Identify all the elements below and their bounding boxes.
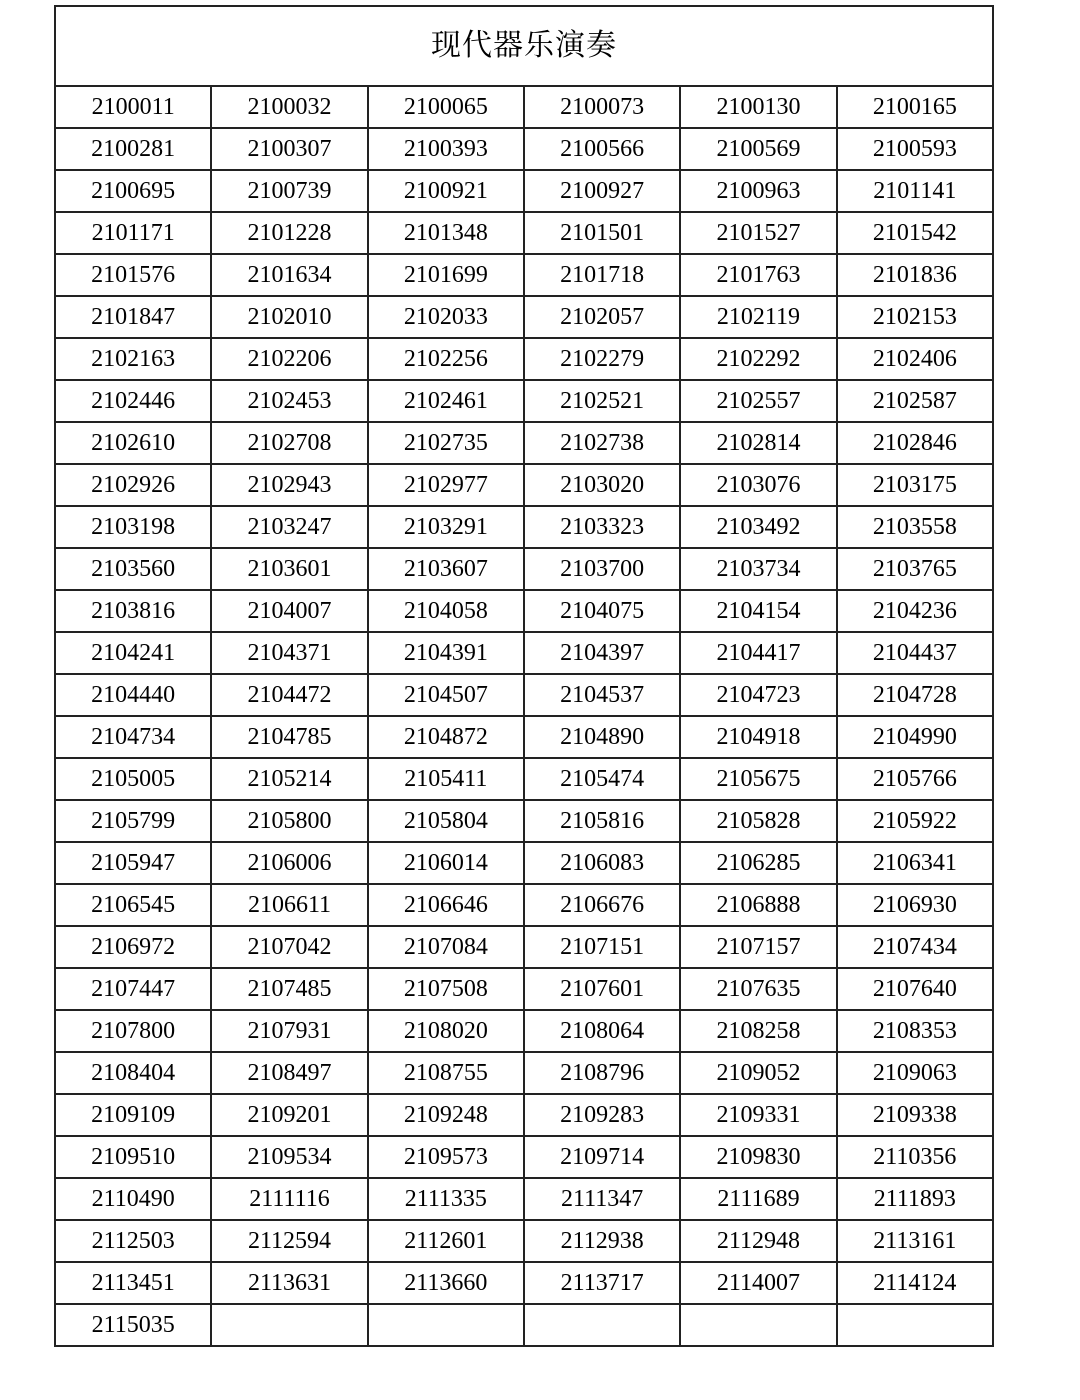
- id-cell: 2104872: [368, 716, 524, 758]
- table-row: [55, 926, 993, 968]
- id-cell: 2109248: [368, 1094, 524, 1136]
- id-cell: 2103816: [55, 590, 211, 632]
- id-cell: 2104537: [524, 674, 680, 716]
- id-cell: 2108404: [55, 1052, 211, 1094]
- id-cell: 2102461: [368, 380, 524, 422]
- id-cell: 2110356: [837, 1136, 993, 1178]
- id-cell: 2102119: [680, 296, 836, 338]
- id-cell: 2101348: [368, 212, 524, 254]
- id-cell: 2105005: [55, 758, 211, 800]
- table-row: [55, 590, 993, 632]
- id-cell: 2111116: [211, 1178, 367, 1220]
- id-cell: 2106646: [368, 884, 524, 926]
- table-row: [55, 548, 993, 590]
- table-row: [55, 1094, 993, 1136]
- table-row: [55, 338, 993, 380]
- id-cell: 2104507: [368, 674, 524, 716]
- id-cell: 2109830: [680, 1136, 836, 1178]
- table-row: [55, 506, 993, 548]
- id-cell: 2102926: [55, 464, 211, 506]
- id-cell: 2100165: [837, 86, 993, 128]
- id-cell: 2105411: [368, 758, 524, 800]
- id-cell: 2111347: [524, 1178, 680, 1220]
- id-cell: 2111335: [368, 1178, 524, 1220]
- id-cell: 2110490: [55, 1178, 211, 1220]
- id-cell: 2104918: [680, 716, 836, 758]
- id-cell: 2102735: [368, 422, 524, 464]
- id-cell: 2102057: [524, 296, 680, 338]
- id-cell: 2109714: [524, 1136, 680, 1178]
- id-cell: 2103601: [211, 548, 367, 590]
- table-row: [55, 254, 993, 296]
- id-cell: 2106341: [837, 842, 993, 884]
- id-cell: 2101718: [524, 254, 680, 296]
- id-cell: 2109063: [837, 1052, 993, 1094]
- id-cell: 2102033: [368, 296, 524, 338]
- id-cell: 2104075: [524, 590, 680, 632]
- id-cell: 2103247: [211, 506, 367, 548]
- id-cell: 2104236: [837, 590, 993, 632]
- id-cell: 2102708: [211, 422, 367, 464]
- id-cell: 2103198: [55, 506, 211, 548]
- id-cell: 2108796: [524, 1052, 680, 1094]
- id-cell: 2100695: [55, 170, 211, 212]
- id-cell: 2101141: [837, 170, 993, 212]
- id-cell: 2113451: [55, 1262, 211, 1304]
- id-cell: 2102163: [55, 338, 211, 380]
- id-cell: 2104437: [837, 632, 993, 674]
- id-cell: 2104417: [680, 632, 836, 674]
- id-cell: 2100569: [680, 128, 836, 170]
- id-cell: 2100566: [524, 128, 680, 170]
- id-cell: 2112948: [680, 1220, 836, 1262]
- id-cell: 2106930: [837, 884, 993, 926]
- id-cell: 2104728: [837, 674, 993, 716]
- id-cell: 2100921: [368, 170, 524, 212]
- id-cell: 2107042: [211, 926, 367, 968]
- table-row: [55, 464, 993, 506]
- table-row: [55, 86, 993, 128]
- id-cell: 2100963: [680, 170, 836, 212]
- table-row: [55, 1178, 993, 1220]
- empty-cell: [680, 1304, 836, 1346]
- id-cell: 2105474: [524, 758, 680, 800]
- table-row: [55, 1052, 993, 1094]
- id-cell: 2115035: [55, 1304, 211, 1346]
- id-cell: 2102610: [55, 422, 211, 464]
- table-row: [55, 212, 993, 254]
- id-cell: 2104154: [680, 590, 836, 632]
- id-cell: 2107151: [524, 926, 680, 968]
- id-cell: 2107800: [55, 1010, 211, 1052]
- id-cell: 2102846: [837, 422, 993, 464]
- id-cell: 2111689: [680, 1178, 836, 1220]
- id-cell: 2108064: [524, 1010, 680, 1052]
- id-cell: 2104391: [368, 632, 524, 674]
- empty-cell: [368, 1304, 524, 1346]
- table-title: 现代器乐演奏: [55, 6, 993, 86]
- id-cell: 2112503: [55, 1220, 211, 1262]
- id-cell: 2109331: [680, 1094, 836, 1136]
- id-cell: 2109338: [837, 1094, 993, 1136]
- id-cell: 2105800: [211, 800, 367, 842]
- id-cell: 2106083: [524, 842, 680, 884]
- id-cell: 2113631: [211, 1262, 367, 1304]
- id-cell: 2103560: [55, 548, 211, 590]
- id-cell: 2102256: [368, 338, 524, 380]
- id-cell: 2101836: [837, 254, 993, 296]
- id-cell: 2105804: [368, 800, 524, 842]
- id-cell: 2107485: [211, 968, 367, 1010]
- id-cell: 2109534: [211, 1136, 367, 1178]
- id-cell: 2109052: [680, 1052, 836, 1094]
- table-row: [55, 128, 993, 170]
- id-cell: 2104990: [837, 716, 993, 758]
- id-cell: 2102292: [680, 338, 836, 380]
- table-row: [55, 1010, 993, 1052]
- id-cell: 2101576: [55, 254, 211, 296]
- id-cell: 2107508: [368, 968, 524, 1010]
- id-cell: 2100593: [837, 128, 993, 170]
- id-cell: 2104241: [55, 632, 211, 674]
- id-cell: 2106676: [524, 884, 680, 926]
- id-cell: 2106014: [368, 842, 524, 884]
- id-cell: 2100032: [211, 86, 367, 128]
- empty-cell: [211, 1304, 367, 1346]
- id-cell: 2103323: [524, 506, 680, 548]
- id-cell: 2112601: [368, 1220, 524, 1262]
- id-cell: 2106285: [680, 842, 836, 884]
- id-cell: 2100307: [211, 128, 367, 170]
- id-table: [54, 5, 994, 1347]
- id-cell: 2106888: [680, 884, 836, 926]
- id-cell: 2103492: [680, 506, 836, 548]
- table-row: [55, 800, 993, 842]
- id-cell: 2102521: [524, 380, 680, 422]
- id-cell: 2105214: [211, 758, 367, 800]
- id-cell: 2107447: [55, 968, 211, 1010]
- id-cell: 2103734: [680, 548, 836, 590]
- table-row: [55, 884, 993, 926]
- id-cell: 2101527: [680, 212, 836, 254]
- id-cell: 2108497: [211, 1052, 367, 1094]
- id-cell: 2113717: [524, 1262, 680, 1304]
- id-cell: 2102446: [55, 380, 211, 422]
- table-row: [55, 674, 993, 716]
- empty-cell: [837, 1304, 993, 1346]
- id-cell: 2102943: [211, 464, 367, 506]
- id-cell: 2102814: [680, 422, 836, 464]
- id-cell: 2106006: [211, 842, 367, 884]
- id-cell: 2105816: [524, 800, 680, 842]
- id-cell: 2102557: [680, 380, 836, 422]
- id-cell: 2113660: [368, 1262, 524, 1304]
- id-cell: 2107640: [837, 968, 993, 1010]
- table-row: [55, 1262, 993, 1304]
- id-cell: 2100011: [55, 86, 211, 128]
- id-cell: 2104890: [524, 716, 680, 758]
- id-cell: 2108258: [680, 1010, 836, 1052]
- id-cell: 2101228: [211, 212, 367, 254]
- id-cell: 2112594: [211, 1220, 367, 1262]
- id-cell: 2103765: [837, 548, 993, 590]
- id-cell: 2105947: [55, 842, 211, 884]
- id-cell: 2102279: [524, 338, 680, 380]
- empty-cell: [524, 1304, 680, 1346]
- table-row: [55, 968, 993, 1010]
- id-cell: 2106545: [55, 884, 211, 926]
- id-cell: 2105675: [680, 758, 836, 800]
- id-cell: 2109573: [368, 1136, 524, 1178]
- id-cell: 2101171: [55, 212, 211, 254]
- id-cell: 2100065: [368, 86, 524, 128]
- table-row: [55, 380, 993, 422]
- id-cell: 2112938: [524, 1220, 680, 1262]
- id-cell: 2109283: [524, 1094, 680, 1136]
- id-cell: 2108755: [368, 1052, 524, 1094]
- id-cell: 2108353: [837, 1010, 993, 1052]
- table-row: [55, 1220, 993, 1262]
- id-cell: 2107157: [680, 926, 836, 968]
- id-cell: 2102406: [837, 338, 993, 380]
- id-cell: 2101542: [837, 212, 993, 254]
- table-row: [55, 1304, 993, 1346]
- id-cell: 2104723: [680, 674, 836, 716]
- id-cell: 2102453: [211, 380, 367, 422]
- id-cell: 2101501: [524, 212, 680, 254]
- id-cell: 2103700: [524, 548, 680, 590]
- id-cell: 2103020: [524, 464, 680, 506]
- id-cell: 2102206: [211, 338, 367, 380]
- id-cell: 2102010: [211, 296, 367, 338]
- table-row: [55, 170, 993, 212]
- id-cell: 2104397: [524, 632, 680, 674]
- id-cell: 2105799: [55, 800, 211, 842]
- id-cell: 2100130: [680, 86, 836, 128]
- id-cell: 2100739: [211, 170, 367, 212]
- id-cell: 2104440: [55, 674, 211, 716]
- id-cell: 2114007: [680, 1262, 836, 1304]
- id-cell: 2100393: [368, 128, 524, 170]
- id-cell: 2104058: [368, 590, 524, 632]
- id-cell: 2111893: [837, 1178, 993, 1220]
- id-cell: 2106972: [55, 926, 211, 968]
- id-cell: 2104007: [211, 590, 367, 632]
- id-cell: 2100927: [524, 170, 680, 212]
- id-cell: 2103076: [680, 464, 836, 506]
- id-cell: 2114124: [837, 1262, 993, 1304]
- id-cell: 2107601: [524, 968, 680, 1010]
- id-cell: 2108020: [368, 1010, 524, 1052]
- id-cell: 2109510: [55, 1136, 211, 1178]
- id-cell: 2103175: [837, 464, 993, 506]
- id-cell: 2107084: [368, 926, 524, 968]
- id-cell: 2101699: [368, 254, 524, 296]
- id-cell: 2101634: [211, 254, 367, 296]
- id-cell: 2105828: [680, 800, 836, 842]
- id-cell: 2102153: [837, 296, 993, 338]
- id-cell: 2103607: [368, 548, 524, 590]
- id-cell: 2113161: [837, 1220, 993, 1262]
- id-cell: 2107434: [837, 926, 993, 968]
- id-cell: 2107635: [680, 968, 836, 1010]
- id-cell: 2105766: [837, 758, 993, 800]
- id-cell: 2107931: [211, 1010, 367, 1052]
- table-row: [55, 632, 993, 674]
- id-cell: 2105922: [837, 800, 993, 842]
- table-row: [55, 842, 993, 884]
- table-row: [55, 1136, 993, 1178]
- id-cell: 2109109: [55, 1094, 211, 1136]
- table-row: [55, 422, 993, 464]
- table-row: [55, 758, 993, 800]
- table-row: [55, 716, 993, 758]
- id-cell: 2102587: [837, 380, 993, 422]
- table-row: [55, 296, 993, 338]
- id-cell: 2103558: [837, 506, 993, 548]
- id-cell: 2104734: [55, 716, 211, 758]
- id-cell: 2104785: [211, 716, 367, 758]
- id-cell: 2100073: [524, 86, 680, 128]
- id-cell: 2103291: [368, 506, 524, 548]
- id-cell: 2104472: [211, 674, 367, 716]
- id-cell: 2102977: [368, 464, 524, 506]
- id-cell: 2102738: [524, 422, 680, 464]
- id-cell: 2101763: [680, 254, 836, 296]
- title-row: [55, 6, 993, 86]
- id-cell: 2101847: [55, 296, 211, 338]
- id-cell: 2104371: [211, 632, 367, 674]
- id-cell: 2106611: [211, 884, 367, 926]
- id-cell: 2100281: [55, 128, 211, 170]
- id-cell: 2109201: [211, 1094, 367, 1136]
